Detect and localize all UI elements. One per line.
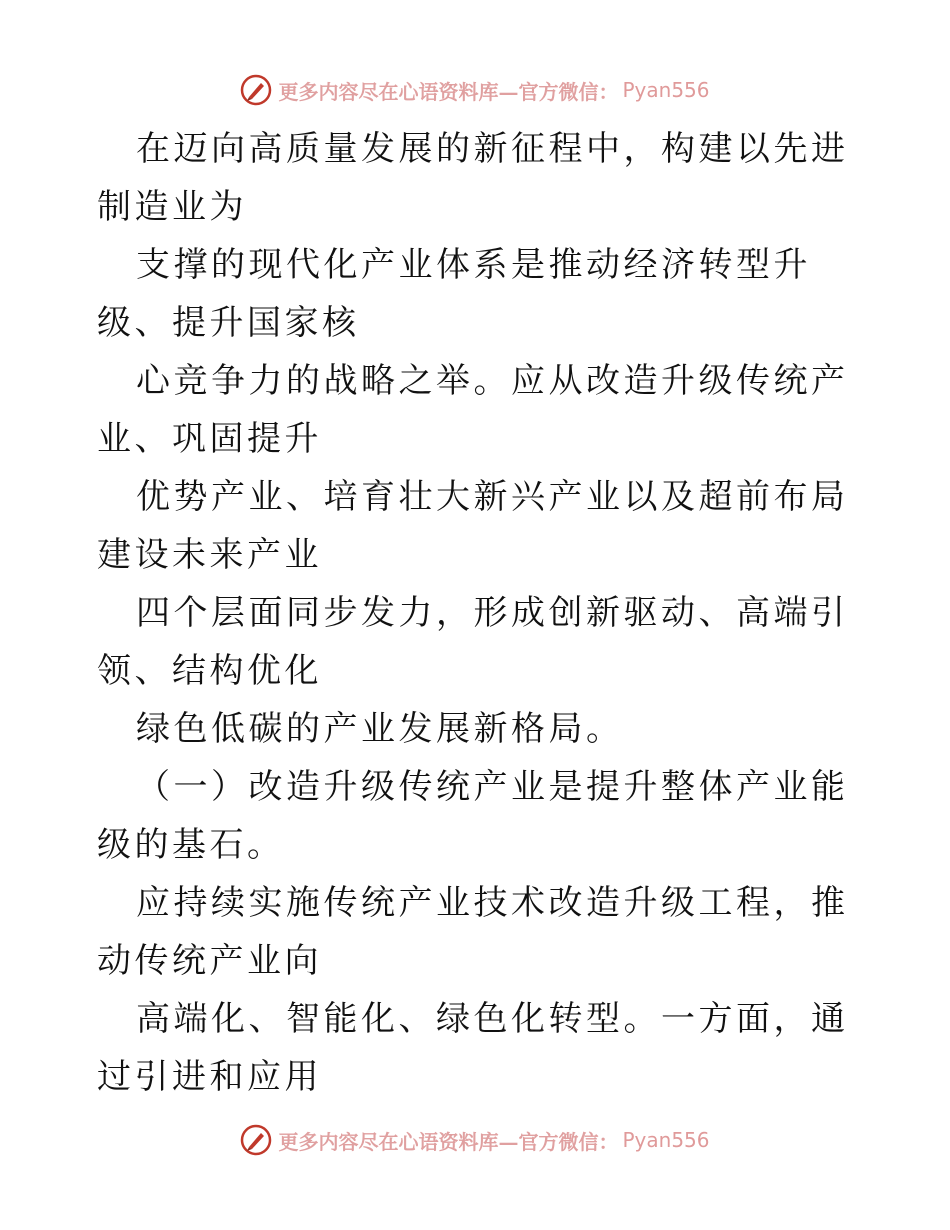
paragraph: 优势产业、培育壮大新兴产业以及超前布局建设未来产业 (97, 477, 849, 575)
header-watermark (0, 70, 950, 110)
header-watermark-id: Pyan556 (622, 78, 710, 102)
footer-watermark (0, 1120, 950, 1160)
document-body (97, 120, 857, 1106)
paragraph: 应持续实施传统产业技术改造升级工程，推动传统产业向 (97, 883, 849, 981)
pen-logo-icon (240, 1124, 272, 1156)
paragraph: 心竞争力的战略之举。应从改造升级传统产业、巩固提升 (97, 361, 849, 459)
paragraph: 四个层面同步发力，形成创新驱动、高端引领、结构优化 (97, 593, 849, 691)
section-heading: （一）改造升级传统产业是提升整体产业能级的基石。 (97, 767, 849, 865)
footer-watermark-text: 更多内容尽在心语资料库—官方微信： (278, 1129, 619, 1154)
paragraph: 绿色低碳的产业发展新格局。 (136, 709, 624, 749)
header-watermark-text: 更多内容尽在心语资料库—官方微信： (278, 79, 619, 104)
paragraph: 支撑的现代化产业体系是推动经济转型升级、提升国家核 (97, 245, 811, 343)
pen-logo-icon (240, 74, 272, 106)
footer-watermark-id: Pyan556 (622, 1128, 710, 1152)
paragraph: 在迈向高质量发展的新征程中，构建以先进制造业为 (97, 129, 849, 227)
paragraph: 高端化、智能化、绿色化转型。一方面，通过引进和应用 (97, 999, 849, 1097)
